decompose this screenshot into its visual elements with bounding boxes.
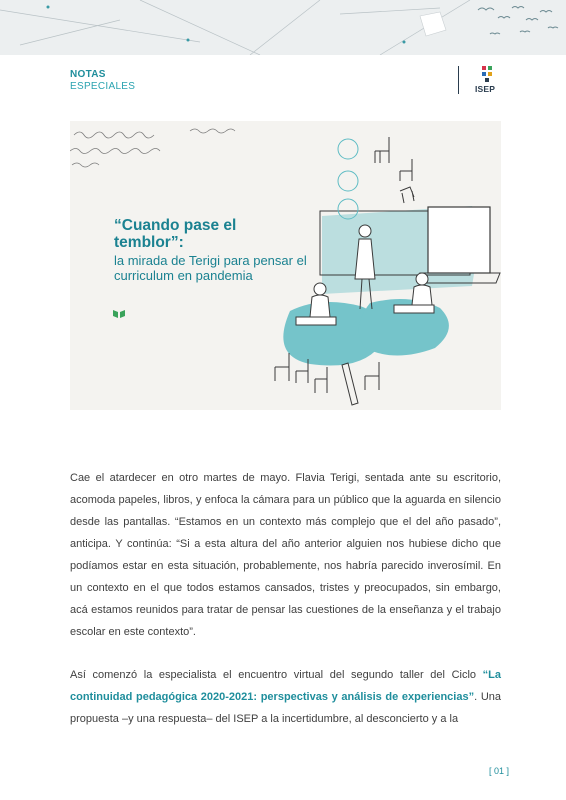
isep-logo-mark-icon xyxy=(458,64,508,84)
page-number: [ 01 ] xyxy=(489,766,510,776)
paragraph-2-text: Así comenzó la especialista el encuentro virtual del segundo taller del Ciclo xyxy=(70,669,483,681)
paragraph-2-continuation: . Una propuesta –y una respuesta– del ISEP a la incertidumbre, al desconcierto y a la xyxy=(70,691,501,725)
isep-logo xyxy=(458,64,508,98)
banner-subtitle: la mirada de Terigi para pensar el curriculum en pandemia xyxy=(114,253,307,283)
header-decoration xyxy=(0,0,566,55)
article-banner xyxy=(70,121,501,410)
banner-title: “Cuando pase el temblor”: xyxy=(114,217,237,251)
open-book-icon xyxy=(113,309,125,318)
section-label xyxy=(70,69,135,93)
article-paragraph-2 xyxy=(70,664,501,730)
header-sketch-illustration xyxy=(0,0,566,55)
section-label-line1: NOTAS xyxy=(70,69,106,80)
ciclo-title-highlight: “La continuidad pedagógica 2020-2021: perspectivas y análisis de experiencias” xyxy=(70,669,501,703)
article-paragraph-1: Cae el atardecer en otro martes de mayo. Flavia Terigi, sentada ante su escritorio, acomoda papeles, libros, y enfoca la cámara para un público que la aguarda en silencio desde las pantallas. “Estamos en un contexto más complejo que el del año pasado”, anticipa. Y continúa: “Si a esta altura del año anterior alguien nos hubiese dicho que podíamos estar en esta situación, probablemente, nos habría parecido inverosímil. En un contexto en el que todos estamos cansados, tristes y preocupados, sin embargo, acá estamos reunidos para tratar de pensar las cuestiones de la enseñanza y el trabajo escolar en este contexto”. xyxy=(70,472,501,638)
section-label-line2: ESPECIALES xyxy=(70,81,136,92)
logo-text: ISEP xyxy=(475,84,496,94)
